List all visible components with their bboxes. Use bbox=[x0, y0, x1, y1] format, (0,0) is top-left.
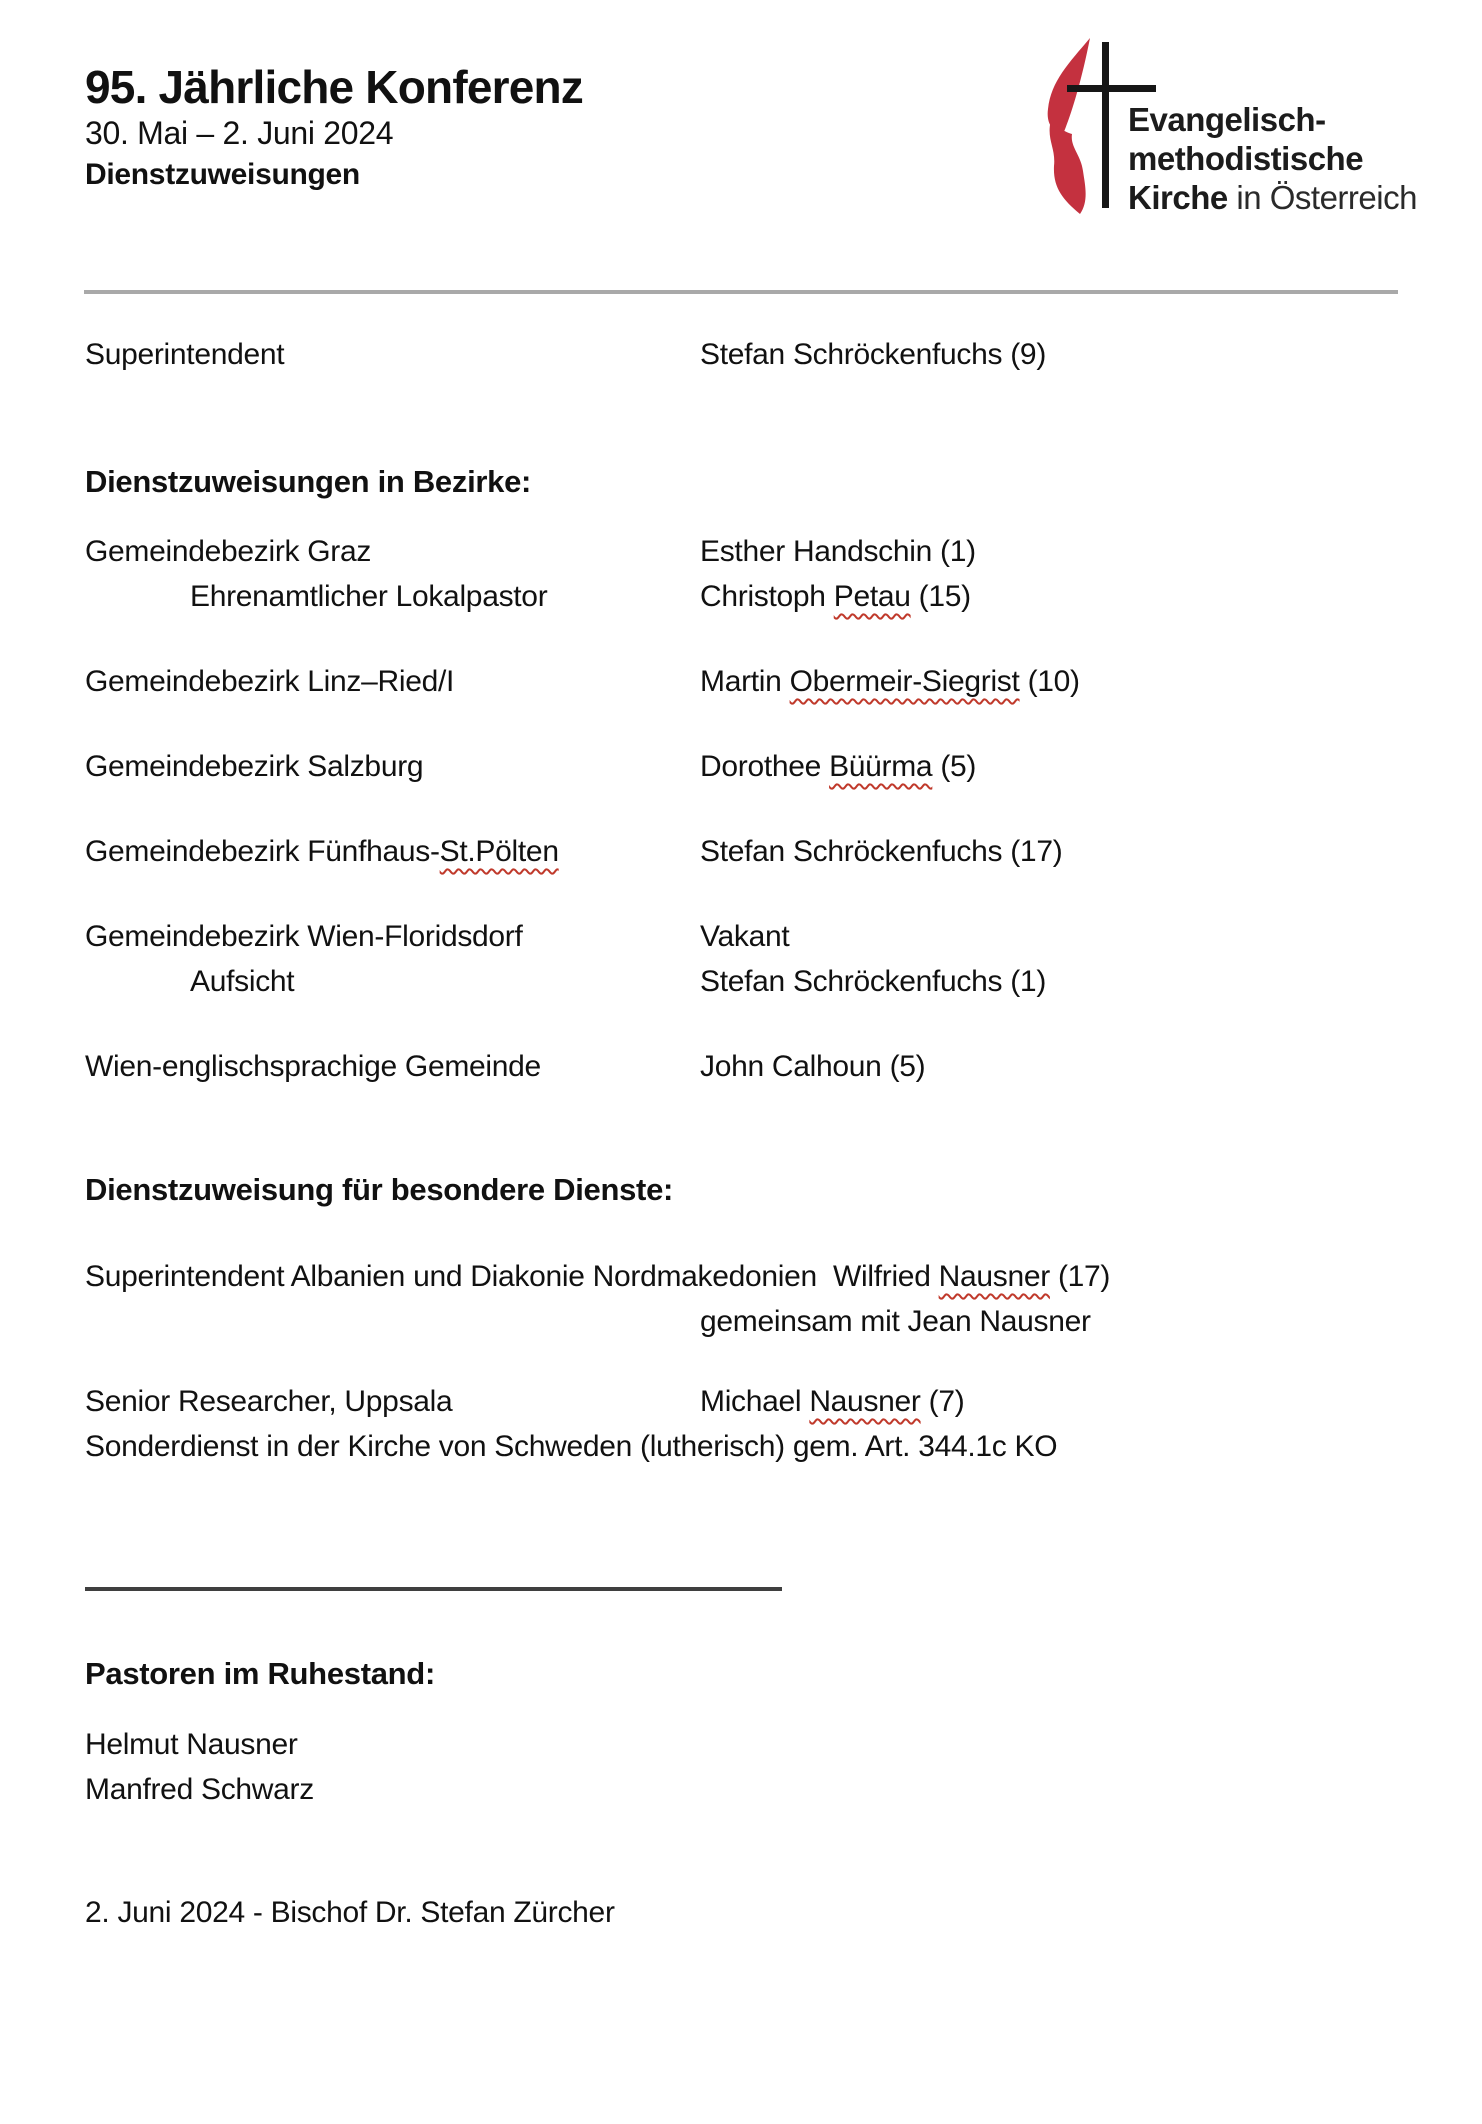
logo-text-line3-bold: Kirche bbox=[1128, 179, 1228, 216]
assignment-value bbox=[700, 574, 1398, 619]
assignment-group bbox=[85, 529, 1398, 619]
text-run: Vakant bbox=[700, 920, 790, 953]
assignment-value bbox=[700, 1379, 1398, 1424]
document-header bbox=[85, 62, 583, 196]
assignment-value bbox=[700, 332, 1398, 377]
logo-text-line1: Evangelisch- bbox=[1128, 101, 1326, 138]
retired-pastor-name: Helmut Nausner bbox=[85, 1728, 298, 1761]
text-run: Stefan Schröckenfuchs (9) bbox=[700, 338, 1047, 371]
text-run: John Calhoun (5) bbox=[700, 1050, 926, 1083]
logo-text bbox=[1128, 100, 1417, 217]
signature-line bbox=[85, 1587, 782, 1591]
assignment-row bbox=[85, 744, 1398, 789]
retired-pastor-name: Manfred Schwarz bbox=[85, 1773, 314, 1806]
text-run: Gemeindebezirk Salzburg bbox=[85, 750, 424, 783]
assignment-label bbox=[85, 829, 700, 874]
text-run: Superintendent Albanien und Diakonie Nordmakedonien Wilfried bbox=[85, 1260, 939, 1293]
assignment-row bbox=[85, 1379, 1398, 1424]
assignment-line bbox=[85, 1254, 1398, 1299]
section-heading-retired: Pastoren im Ruhestand: bbox=[85, 1656, 435, 1691]
assignment-label bbox=[85, 959, 700, 1004]
text-run: Martin bbox=[700, 665, 790, 698]
text-run: Dorothee bbox=[700, 750, 830, 783]
header-divider bbox=[84, 290, 1398, 294]
text-run: (10) bbox=[1019, 665, 1080, 698]
misspelled-word: Petau bbox=[833, 580, 911, 613]
assignment-label: Superintendent bbox=[85, 338, 285, 371]
assignment-row bbox=[85, 659, 1398, 704]
document-subtitle: Dienstzuweisungen bbox=[85, 158, 360, 191]
text-run: Stefan Schröckenfuchs (17) bbox=[700, 835, 1063, 868]
document-body bbox=[85, 330, 1398, 1935]
assignment-group bbox=[85, 829, 1398, 874]
assignment-value bbox=[700, 744, 1398, 789]
conference-title: 95. Jährliche Konferenz bbox=[85, 61, 583, 113]
assignment-label bbox=[85, 744, 700, 789]
assignment-row bbox=[85, 574, 1398, 619]
assignment-label bbox=[85, 659, 700, 704]
superintendent-row bbox=[85, 332, 1398, 377]
text-run: Michael bbox=[700, 1385, 810, 1418]
assignment-label bbox=[85, 914, 700, 959]
assignment-label bbox=[85, 529, 700, 574]
misspelled-word: St.Pölten bbox=[439, 835, 559, 868]
section-heading-districts: Dienstzuweisungen in Bezirke: bbox=[85, 464, 532, 499]
special-assignment-researcher bbox=[85, 1379, 1398, 1469]
assignment-note: Sonderdienst in der Kirche von Schweden (lutherisch) gem. Art. 344.1c KO bbox=[85, 1430, 1058, 1463]
assignment-value bbox=[700, 1044, 1398, 1089]
text-run: (7) bbox=[920, 1385, 965, 1418]
text-run: Esther Handschin (1) bbox=[700, 535, 976, 568]
misspelled-word: Obermeir-Siegrist bbox=[789, 665, 1020, 698]
text-run: Christoph bbox=[700, 580, 834, 613]
assignment-value bbox=[700, 659, 1398, 704]
misspelled-word: Nausner bbox=[809, 1385, 921, 1418]
text-run: (17) bbox=[1049, 1260, 1111, 1293]
assignment-value bbox=[700, 914, 1398, 959]
footer-signoff: 2. Juni 2024 - Bischof Dr. Stefan Zürcher bbox=[85, 1896, 615, 1929]
misspelled-word: Büürma bbox=[829, 750, 933, 783]
assignment-label bbox=[85, 574, 700, 619]
assignment-row bbox=[85, 1044, 1398, 1089]
text-run: Gemeindebezirk Wien-Floridsdorf bbox=[85, 920, 523, 953]
logo-text-line3 bbox=[1128, 178, 1417, 217]
text-run: Stefan Schröckenfuchs (1) bbox=[700, 965, 1047, 998]
text-run: Wien-englischsprachige Gemeinde bbox=[85, 1050, 541, 1083]
misspelled-word: Nausner bbox=[938, 1260, 1050, 1293]
assignment-value bbox=[700, 829, 1398, 874]
assignment-group bbox=[85, 1044, 1398, 1089]
district-assignments bbox=[85, 529, 1398, 1089]
retired-pastors-list bbox=[85, 1722, 1398, 1812]
assignment-group bbox=[85, 659, 1398, 704]
assignment-value bbox=[700, 529, 1398, 574]
text-run: (5) bbox=[932, 750, 977, 783]
assignment-row bbox=[85, 829, 1398, 874]
assignment-label bbox=[85, 1044, 700, 1089]
assignment-row bbox=[85, 529, 1398, 574]
assignment-group bbox=[85, 914, 1398, 1004]
logo-text-line3-light: in Österreich bbox=[1227, 179, 1417, 216]
assignment-secondary-line: gemeinsam mit Jean Nausner bbox=[700, 1305, 1091, 1338]
church-logo bbox=[1040, 36, 1480, 216]
section-heading-special: Dienstzuweisung für besondere Dienste: bbox=[85, 1172, 674, 1207]
assignment-label: Senior Researcher, Uppsala bbox=[85, 1385, 453, 1418]
text-run: Gemeindebezirk Graz bbox=[85, 535, 372, 568]
text-run: Aufsicht bbox=[190, 965, 295, 998]
assignment-value bbox=[700, 959, 1398, 1004]
conference-dates: 30. Mai – 2. Juni 2024 bbox=[85, 115, 394, 151]
text-run: (15) bbox=[910, 580, 971, 613]
special-assignment-albania bbox=[85, 1254, 1398, 1344]
text-run: Ehrenamtlicher Lokalpastor bbox=[190, 580, 548, 613]
assignment-group bbox=[85, 744, 1398, 789]
assignment-row bbox=[85, 959, 1398, 1004]
text-run: Gemeindebezirk Fünfhaus- bbox=[85, 835, 440, 868]
text-run: Gemeindebezirk Linz–Ried/I bbox=[85, 665, 455, 698]
assignment-row bbox=[85, 914, 1398, 959]
logo-text-line2: methodistische bbox=[1128, 140, 1364, 177]
